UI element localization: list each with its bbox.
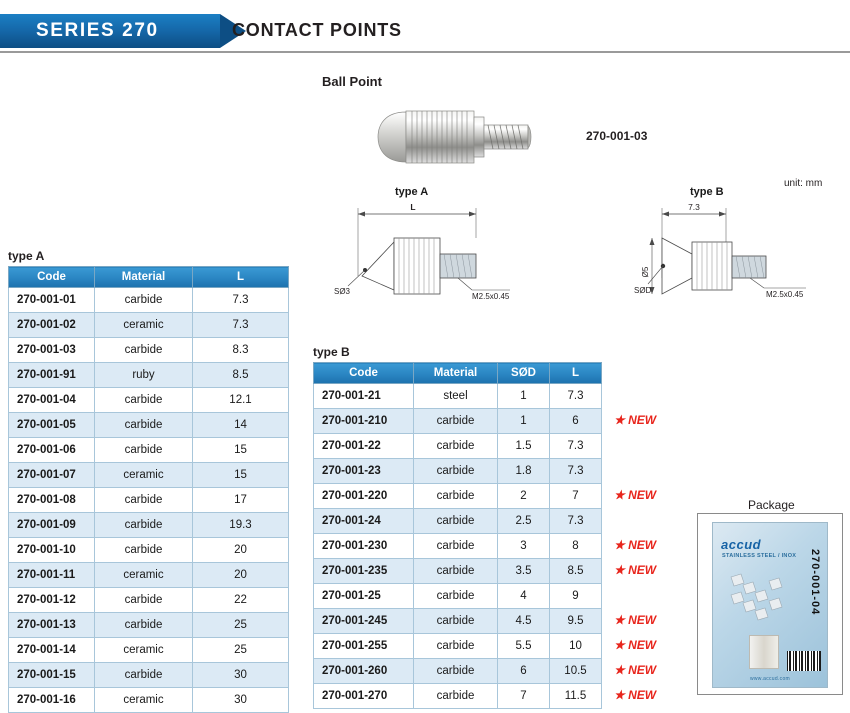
ball-point-photo xyxy=(372,92,562,182)
new-marker: ★ NEW xyxy=(614,638,657,652)
package-website: www.accud.com xyxy=(749,676,791,682)
package-barcode xyxy=(787,651,821,671)
cell-l: 8 xyxy=(550,534,602,559)
svg-text:SØD: SØD xyxy=(634,286,652,295)
new-marker: ★ NEW xyxy=(614,663,657,677)
type-a-technical-drawing xyxy=(332,198,572,308)
cell-l: 9 xyxy=(550,584,602,609)
new-marker xyxy=(608,433,688,458)
type-b-figure-label: type B xyxy=(690,186,724,198)
table-row xyxy=(9,563,289,588)
cell-material: carbide xyxy=(414,409,498,434)
new-marker xyxy=(608,458,688,483)
cell-l: 19.3 xyxy=(193,513,289,538)
unit-label: unit: mm xyxy=(784,178,823,189)
package-blister-card xyxy=(712,522,828,688)
cell-material: ceramic xyxy=(95,463,193,488)
cell-l: 11.5 xyxy=(550,684,602,709)
cell-code: 270-001-25 xyxy=(314,584,414,609)
svg-text:L: L xyxy=(410,202,416,212)
cell-material: carbide xyxy=(414,484,498,509)
cell-code: 270-001-02 xyxy=(9,313,95,338)
table-row xyxy=(9,338,289,363)
cell-code: 270-001-11 xyxy=(9,563,95,588)
col-header-material: Material xyxy=(414,363,498,384)
cell-material: carbide xyxy=(414,434,498,459)
table-row xyxy=(314,484,602,509)
package-foam-insert xyxy=(749,635,779,669)
table-row xyxy=(314,409,602,434)
cell-l: 12.1 xyxy=(193,388,289,413)
cell-l: 22 xyxy=(193,588,289,613)
table-row xyxy=(9,363,289,388)
col-header-material: Material xyxy=(95,267,193,288)
table-header-row xyxy=(314,363,602,384)
col-header-code: Code xyxy=(314,363,414,384)
cell-material: ceramic xyxy=(95,563,193,588)
cell-code: 270-001-04 xyxy=(9,388,95,413)
cell-sod: 2 xyxy=(498,484,550,509)
cell-code: 270-001-220 xyxy=(314,484,414,509)
cell-code: 270-001-10 xyxy=(9,538,95,563)
type-a-figure-label: type A xyxy=(395,186,429,198)
table-row xyxy=(9,388,289,413)
cell-sod: 4.5 xyxy=(498,609,550,634)
table-header-row xyxy=(9,267,289,288)
table-row xyxy=(9,688,289,713)
cell-material: carbide xyxy=(414,534,498,559)
cell-code: 270-001-07 xyxy=(9,463,95,488)
table-row xyxy=(314,384,602,409)
cell-l: 7.3 xyxy=(193,288,289,313)
cell-l: 8.5 xyxy=(550,559,602,584)
cell-l: 7.3 xyxy=(550,434,602,459)
cell-material: carbide xyxy=(95,413,193,438)
cell-sod: 3.5 xyxy=(498,559,550,584)
cell-code: 270-001-235 xyxy=(314,559,414,584)
col-header-l: L xyxy=(550,363,602,384)
package-label: Package xyxy=(748,498,795,512)
cell-material: ceramic xyxy=(95,688,193,713)
cell-material: carbide xyxy=(414,584,498,609)
new-marker xyxy=(608,383,688,408)
table-row xyxy=(9,613,289,638)
table-row xyxy=(9,288,289,313)
cell-code: 270-001-01 xyxy=(9,288,95,313)
table-row xyxy=(9,663,289,688)
table-row xyxy=(314,509,602,534)
new-marker: ★ NEW xyxy=(614,413,657,427)
svg-text:Ø5: Ø5 xyxy=(641,266,650,278)
cell-l: 25 xyxy=(193,638,289,663)
cell-code: 270-001-210 xyxy=(314,409,414,434)
cell-material: carbide xyxy=(95,288,193,313)
cell-code: 270-001-255 xyxy=(314,634,414,659)
new-marker xyxy=(608,583,688,608)
svg-text:M2.5x0.45: M2.5x0.45 xyxy=(472,292,510,301)
table-row xyxy=(9,513,289,538)
cell-code: 270-001-245 xyxy=(314,609,414,634)
table-row xyxy=(314,634,602,659)
cell-code: 270-001-12 xyxy=(9,588,95,613)
type-b-table xyxy=(313,362,602,709)
cell-sod: 5.5 xyxy=(498,634,550,659)
cell-code: 270-001-23 xyxy=(314,459,414,484)
table-row xyxy=(9,413,289,438)
col-header-sod: SØD xyxy=(498,363,550,384)
cell-code: 270-001-22 xyxy=(314,434,414,459)
svg-text:7.3: 7.3 xyxy=(688,202,700,212)
package-photo xyxy=(697,513,843,695)
cell-l: 30 xyxy=(193,688,289,713)
cell-l: 7.3 xyxy=(550,509,602,534)
cell-l: 15 xyxy=(193,463,289,488)
table-row xyxy=(9,538,289,563)
cell-material: ceramic xyxy=(95,638,193,663)
package-brand-subtitle: STAINLESS STEEL / INOX xyxy=(722,553,797,559)
cell-material: carbide xyxy=(414,559,498,584)
cell-material: carbide xyxy=(95,338,193,363)
cell-sod: 1.8 xyxy=(498,459,550,484)
svg-text:SØ3: SØ3 xyxy=(334,287,351,296)
cell-code: 270-001-230 xyxy=(314,534,414,559)
cell-code: 270-001-03 xyxy=(9,338,95,363)
cell-sod: 3 xyxy=(498,534,550,559)
cell-code: 270-001-08 xyxy=(9,488,95,513)
cell-l: 15 xyxy=(193,438,289,463)
cell-l: 20 xyxy=(193,563,289,588)
cell-material: carbide xyxy=(414,634,498,659)
cell-code: 270-001-21 xyxy=(314,384,414,409)
cell-material: carbide xyxy=(95,588,193,613)
cell-l: 6 xyxy=(550,409,602,434)
table-row xyxy=(9,463,289,488)
cell-material: ceramic xyxy=(95,313,193,338)
new-marker: ★ NEW xyxy=(614,488,657,502)
page-title: CONTACT POINTS xyxy=(232,20,402,40)
cell-sod: 1 xyxy=(498,409,550,434)
table-row xyxy=(9,313,289,338)
new-marker: ★ NEW xyxy=(614,688,657,702)
new-marker xyxy=(608,508,688,533)
package-brand: accud xyxy=(721,537,762,552)
cell-sod: 1 xyxy=(498,384,550,409)
type-a-section-label: type A xyxy=(8,249,45,263)
page-header xyxy=(0,0,850,56)
package-product-code: 270-001-04 xyxy=(809,549,821,616)
cell-material: carbide xyxy=(95,663,193,688)
table-row xyxy=(314,684,602,709)
cell-material: carbide xyxy=(95,438,193,463)
cell-material: steel xyxy=(414,384,498,409)
table-row xyxy=(314,434,602,459)
cell-l: 17 xyxy=(193,488,289,513)
cell-sod: 4 xyxy=(498,584,550,609)
illustration-callout-code: 270-001-03 xyxy=(586,129,648,143)
type-b-technical-drawing xyxy=(630,198,850,308)
cell-l: 7.3 xyxy=(193,313,289,338)
cell-code: 270-001-91 xyxy=(9,363,95,388)
cell-l: 10 xyxy=(550,634,602,659)
cell-l: 7 xyxy=(550,484,602,509)
table-row xyxy=(314,534,602,559)
table-row xyxy=(9,588,289,613)
cell-sod: 1.5 xyxy=(498,434,550,459)
type-b-section-label: type B xyxy=(313,345,350,359)
new-marker: ★ NEW xyxy=(614,538,657,552)
series-label: SERIES 270 xyxy=(36,20,159,41)
cell-sod: 2.5 xyxy=(498,509,550,534)
cell-material: carbide xyxy=(95,388,193,413)
cell-code: 270-001-14 xyxy=(9,638,95,663)
cell-material: carbide xyxy=(414,609,498,634)
cell-code: 270-001-270 xyxy=(314,684,414,709)
header-divider xyxy=(0,51,850,53)
cell-material: carbide xyxy=(414,659,498,684)
cell-code: 270-001-09 xyxy=(9,513,95,538)
cell-material: carbide xyxy=(414,684,498,709)
cell-l: 7.3 xyxy=(550,459,602,484)
table-row xyxy=(9,488,289,513)
cell-l: 25 xyxy=(193,613,289,638)
cell-l: 8.5 xyxy=(193,363,289,388)
table-row xyxy=(9,438,289,463)
cell-code: 270-001-13 xyxy=(9,613,95,638)
cell-l: 20 xyxy=(193,538,289,563)
cell-l: 8.3 xyxy=(193,338,289,363)
cell-l: 7.3 xyxy=(550,384,602,409)
cell-l: 9.5 xyxy=(550,609,602,634)
product-illustration-title: Ball Point xyxy=(322,74,382,89)
cell-material: carbide xyxy=(95,488,193,513)
table-row xyxy=(314,659,602,684)
cell-code: 270-001-260 xyxy=(314,659,414,684)
cell-material: carbide xyxy=(95,538,193,563)
cell-code: 270-001-16 xyxy=(9,688,95,713)
cell-code: 270-001-05 xyxy=(9,413,95,438)
cell-sod: 6 xyxy=(498,659,550,684)
table-row xyxy=(314,559,602,584)
cell-material: carbide xyxy=(414,509,498,534)
col-header-code: Code xyxy=(9,267,95,288)
table-row xyxy=(314,584,602,609)
cell-material: carbide xyxy=(95,613,193,638)
type-a-table xyxy=(8,266,289,713)
new-marker: ★ NEW xyxy=(614,613,657,627)
cell-material: ruby xyxy=(95,363,193,388)
cell-code: 270-001-24 xyxy=(314,509,414,534)
new-marker: ★ NEW xyxy=(614,563,657,577)
cell-code: 270-001-06 xyxy=(9,438,95,463)
table-row xyxy=(314,459,602,484)
table-row xyxy=(9,638,289,663)
cell-material: carbide xyxy=(414,459,498,484)
package-contact-points-illustration xyxy=(725,571,793,633)
svg-text:M2.5x0.45: M2.5x0.45 xyxy=(766,290,804,299)
table-row xyxy=(314,609,602,634)
cell-sod: 7 xyxy=(498,684,550,709)
cell-l: 30 xyxy=(193,663,289,688)
new-marker-column xyxy=(608,362,688,708)
cell-l: 10.5 xyxy=(550,659,602,684)
cell-material: carbide xyxy=(95,513,193,538)
cell-l: 14 xyxy=(193,413,289,438)
col-header-l: L xyxy=(193,267,289,288)
cell-code: 270-001-15 xyxy=(9,663,95,688)
